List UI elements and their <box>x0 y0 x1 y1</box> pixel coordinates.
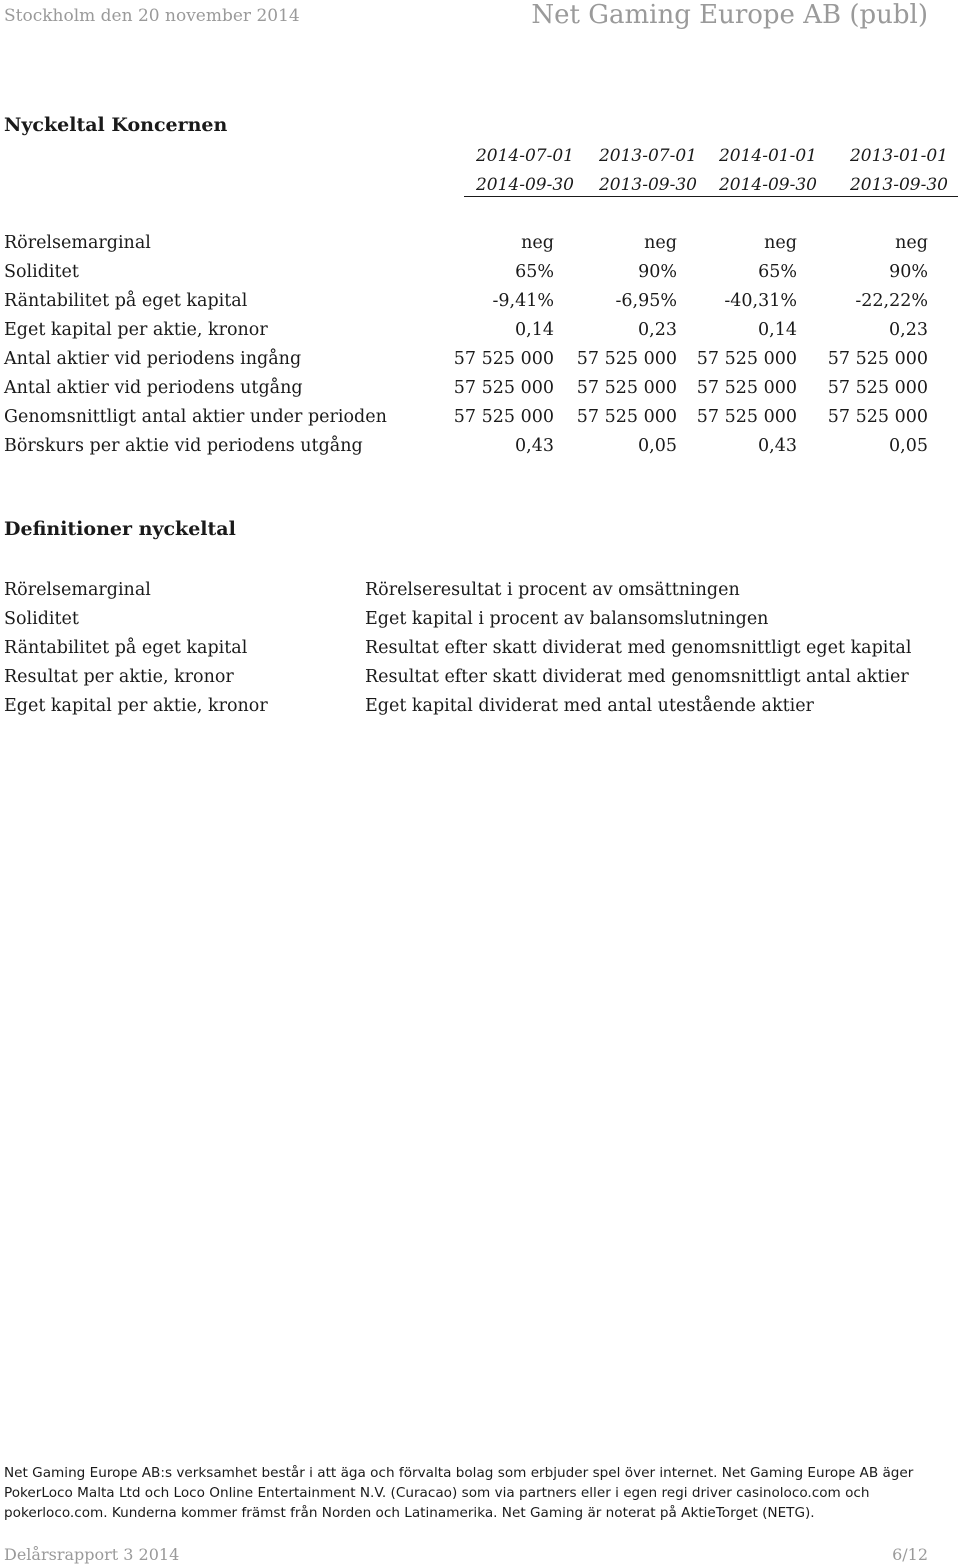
cell: 57 525 000 <box>453 378 554 398</box>
list-item <box>0 663 960 692</box>
cell: 90% <box>638 262 677 282</box>
cell: 57 525 000 <box>696 349 797 369</box>
row-label: Börskurs per aktie vid periodens utgång <box>4 436 363 456</box>
definition-term: Resultat per aktie, kronor <box>4 667 234 687</box>
footer-line: Net Gaming Europe AB:s verksamhet består i att äga och förvalta bolag som erbjuder spel över internet. Net Gaming Europe AB äger <box>4 1465 914 1481</box>
period-to: 2013-09-30 <box>849 175 948 195</box>
definitions-list <box>0 576 960 721</box>
row-label: Eget kapital per aktie, kronor <box>4 320 268 340</box>
cell: 57 525 000 <box>827 378 928 398</box>
cell: 57 525 000 <box>696 407 797 427</box>
cell: 65% <box>758 262 797 282</box>
definitions-title: Definitioner nyckeltal <box>4 518 236 540</box>
cell: 57 525 000 <box>696 378 797 398</box>
cell: 0,05 <box>889 436 928 456</box>
table-row <box>0 258 960 287</box>
page-footer <box>0 1545 960 1567</box>
page-header <box>0 0 960 30</box>
period-from: 2013-07-01 <box>598 146 697 166</box>
row-label: Antal aktier vid periodens utgång <box>4 378 303 398</box>
cell: neg <box>895 233 928 253</box>
row-label: Genomsnittligt antal aktier under perioden <box>4 407 387 427</box>
definition-desc: Eget kapital dividerat med antal utestående aktier <box>365 696 814 716</box>
row-label: Rörelsemarginal <box>4 233 151 253</box>
list-item <box>0 605 960 634</box>
cell: -22,22% <box>855 291 928 311</box>
header-date: Stockholm den 20 november 2014 <box>4 6 300 26</box>
cell: neg <box>521 233 554 253</box>
period-3 <box>667 142 817 200</box>
page-number: 6/12 <box>892 1545 928 1564</box>
list-item <box>0 692 960 721</box>
period-to: 2013-09-30 <box>598 175 697 195</box>
keyfigures-title: Nyckeltal Koncernen <box>4 114 228 136</box>
cell: 0,43 <box>758 436 797 456</box>
table-row <box>0 403 960 432</box>
footer-line: pokerloco.com. Kunderna kommer främst från Norden och Latinamerika. Net Gaming är noterat på AktieTorget (NETG). <box>4 1505 815 1521</box>
period-to: 2014-09-30 <box>718 175 817 195</box>
cell: 57 525 000 <box>827 349 928 369</box>
definition-term: Soliditet <box>4 609 79 629</box>
cell: 0,05 <box>638 436 677 456</box>
row-label: Räntabilitet på eget kapital <box>4 291 248 311</box>
cell: 0,14 <box>758 320 797 340</box>
row-label: Antal aktier vid periodens ingång <box>4 349 302 369</box>
cell: neg <box>644 233 677 253</box>
cell: 0,23 <box>638 320 677 340</box>
cell: neg <box>764 233 797 253</box>
period-4 <box>798 142 948 200</box>
period-from: 2013-01-01 <box>849 146 948 166</box>
period-header <box>464 142 958 197</box>
report-name: Delårsrapport 3 2014 <box>4 1545 180 1564</box>
cell: 57 525 000 <box>453 349 554 369</box>
cell: 57 525 000 <box>576 349 677 369</box>
keyfigures-table <box>0 229 960 461</box>
table-row <box>0 229 960 258</box>
cell: 57 525 000 <box>576 378 677 398</box>
company-description <box>4 1463 954 1523</box>
row-label: Soliditet <box>4 262 79 282</box>
list-item <box>0 576 960 605</box>
cell: 0,43 <box>515 436 554 456</box>
definition-term: Eget kapital per aktie, kronor <box>4 696 268 716</box>
period-to: 2014-09-30 <box>475 175 574 195</box>
footer-line: PokerLoco Malta Ltd och Loco Online Entertainment N.V. (Curacao) som via partners eller i egen regi driver casinoloco.com och <box>4 1485 870 1501</box>
cell: 65% <box>515 262 554 282</box>
cell: 57 525 000 <box>453 407 554 427</box>
table-row <box>0 345 960 374</box>
table-row <box>0 316 960 345</box>
table-row <box>0 374 960 403</box>
definition-term: Rörelsemarginal <box>4 580 151 600</box>
table-row <box>0 287 960 316</box>
definition-desc: Rörelseresultat i procent av omsättningen <box>365 580 740 600</box>
definition-term: Räntabilitet på eget kapital <box>4 638 248 658</box>
cell: -9,41% <box>492 291 554 311</box>
list-item <box>0 634 960 663</box>
cell: 90% <box>889 262 928 282</box>
cell: -40,31% <box>724 291 797 311</box>
period-from: 2014-07-01 <box>475 146 574 166</box>
definition-desc: Resultat efter skatt dividerat med genomsnittligt eget kapital <box>365 638 912 658</box>
cell: 57 525 000 <box>827 407 928 427</box>
cell: 0,23 <box>889 320 928 340</box>
cell: -6,95% <box>615 291 677 311</box>
cell: 0,14 <box>515 320 554 340</box>
cell: 57 525 000 <box>576 407 677 427</box>
table-row <box>0 432 960 461</box>
period-from: 2014-01-01 <box>718 146 817 166</box>
definition-desc: Resultat efter skatt dividerat med genomsnittligt antal aktier <box>365 667 909 687</box>
header-company: Net Gaming Europe AB (publ) <box>531 0 928 30</box>
definition-desc: Eget kapital i procent av balansomslutningen <box>365 609 769 629</box>
